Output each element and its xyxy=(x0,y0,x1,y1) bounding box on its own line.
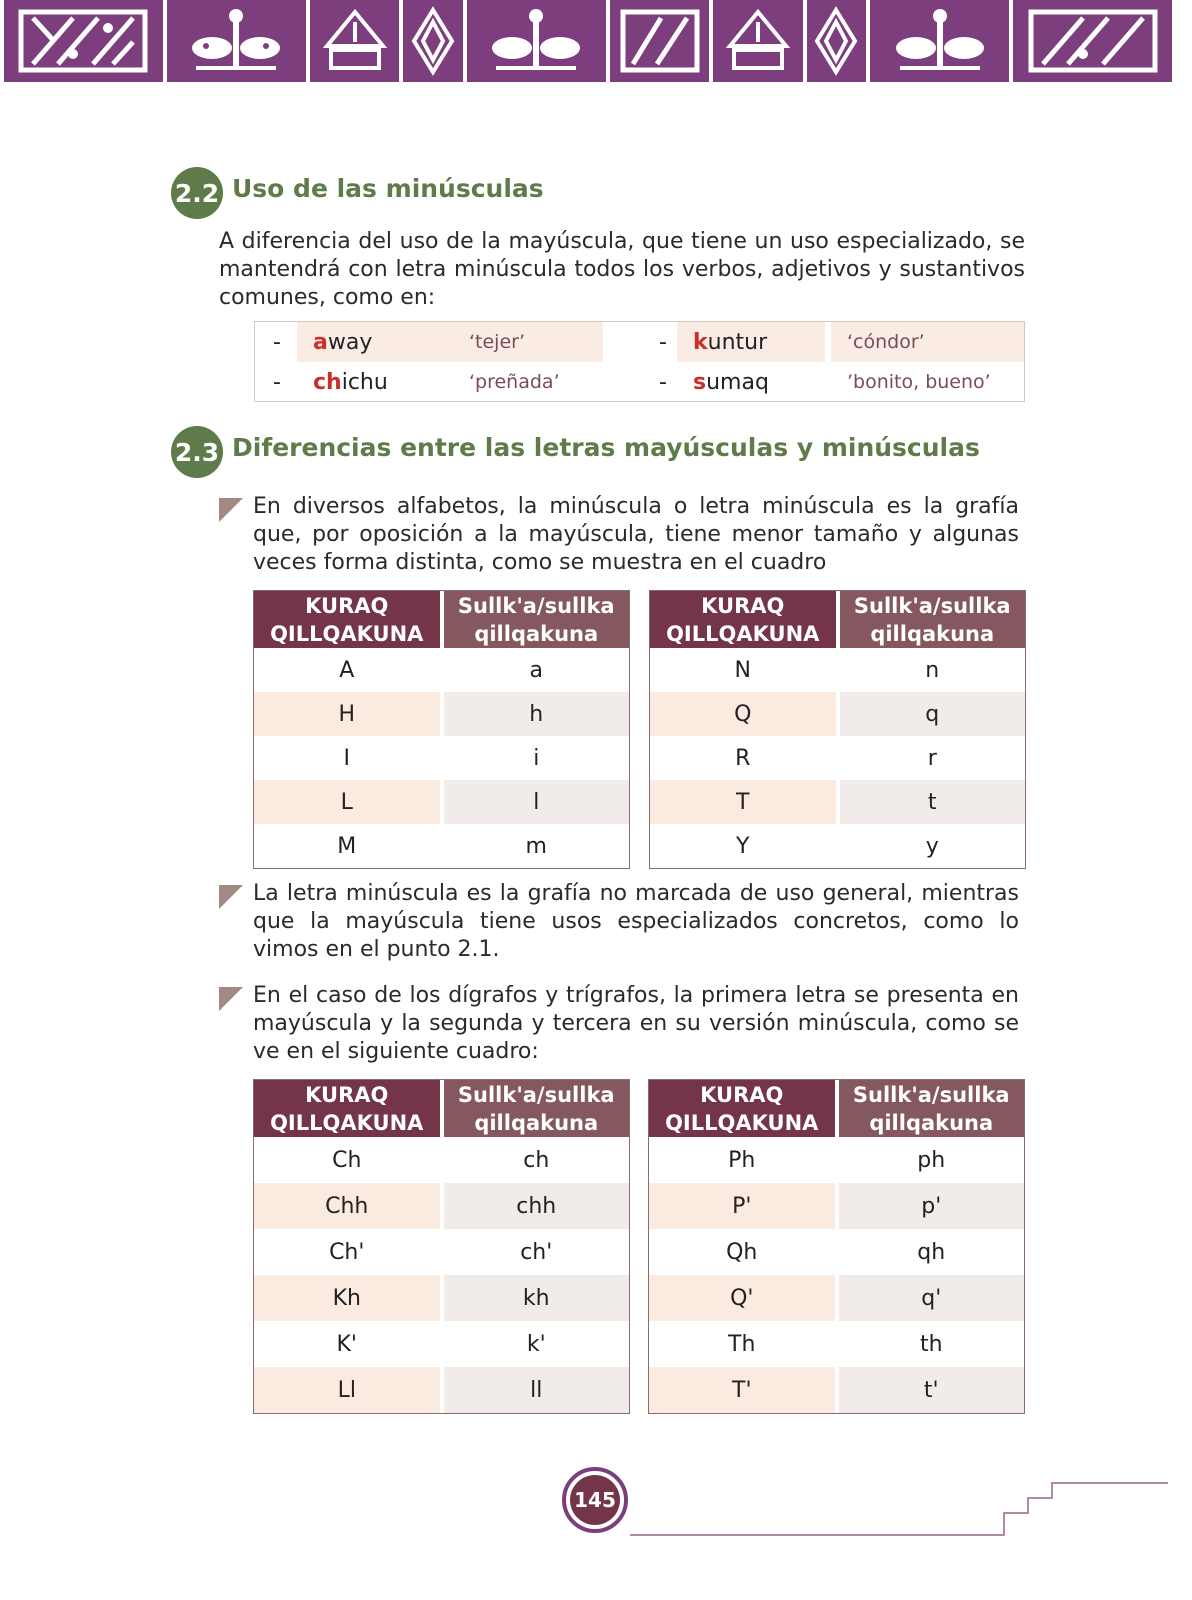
section-title: Diferencias entre las letras mayúsculas y minúsculas xyxy=(232,433,980,462)
lowercase-cell: i xyxy=(533,745,540,771)
table-row xyxy=(650,824,1025,868)
lowercase-cell: kh xyxy=(444,1275,630,1321)
bullet-paragraph: En diversos alfabetos, la minúscula o letra minúscula es la grafía que, por oposición a la mayúscula, tiene menor tamaño y algunas veces forma distinta, como se muestra en el cuadro xyxy=(253,494,1019,575)
table-row xyxy=(254,736,629,780)
uppercase-cell: Ph xyxy=(649,1137,839,1183)
letters-table xyxy=(253,590,630,869)
uppercase-cell: K' xyxy=(254,1321,444,1367)
lowercase-cell: r xyxy=(927,745,937,771)
column-header-lowercase: Sullk'a/sullka qillqakuna xyxy=(840,591,1026,648)
example-rest: untur xyxy=(707,329,768,355)
table-row xyxy=(254,1137,629,1183)
intro-paragraph: A diferencia del uso de la mayúscula, que tiene un uso especializado, se mantendrá con letra minúscula todos los verbos, adjetivos y sustantivos comunes, como en: xyxy=(219,229,1025,310)
uppercase-cell: Ch' xyxy=(254,1229,444,1275)
lowercase-cell: ll xyxy=(444,1367,630,1413)
example-gloss: ’bonito, bueno’ xyxy=(847,371,991,393)
lowercase-cell: y xyxy=(925,833,939,859)
uppercase-cell: Kh xyxy=(254,1275,444,1321)
triangle-bullet-icon xyxy=(219,498,243,522)
example-gloss: ‘tejer’ xyxy=(453,322,603,362)
example-word xyxy=(297,362,463,402)
lowercase-cell: ph xyxy=(917,1147,946,1173)
table-row xyxy=(650,736,1025,780)
lowercase-cell: k' xyxy=(526,1331,546,1357)
table-row xyxy=(650,648,1025,692)
digraphs-table xyxy=(253,1079,630,1414)
table-row xyxy=(649,1183,1024,1229)
uppercase-cell: H xyxy=(254,692,444,736)
table-row xyxy=(650,780,1025,824)
example-word xyxy=(677,322,825,362)
column-header-lowercase: Sullk'a/sullka qillqakuna xyxy=(839,1080,1025,1137)
table-row xyxy=(254,824,629,868)
table-row xyxy=(254,1229,629,1275)
page-number-badge xyxy=(562,1467,628,1533)
table-row xyxy=(649,1229,1024,1275)
column-header-uppercase: KURAQ QILLQAKUNA xyxy=(650,591,840,648)
table-row xyxy=(649,1321,1024,1367)
bird-motif-icon xyxy=(467,0,606,82)
example-rest: umaq xyxy=(706,369,769,395)
diamond-motif-icon xyxy=(807,0,867,82)
uppercase-cell: A xyxy=(254,648,444,692)
table-row xyxy=(254,692,629,736)
lowercase-cell: q xyxy=(840,692,1026,736)
example-initial: a xyxy=(313,329,328,355)
uppercase-cell: Qh xyxy=(649,1229,839,1275)
uppercase-cell: L xyxy=(254,780,444,824)
decorative-banner xyxy=(4,0,1172,82)
uppercase-cell: Q xyxy=(650,692,840,736)
lowercase-cell: ch' xyxy=(520,1239,553,1265)
lowercase-cell: chh xyxy=(444,1183,630,1229)
example-word xyxy=(677,362,825,402)
table-row xyxy=(254,780,629,824)
geometric-pattern-icon xyxy=(4,0,163,82)
example-dash: - xyxy=(273,369,281,395)
section-number-badge: 2.2 xyxy=(171,167,223,219)
table-row xyxy=(254,1275,629,1321)
example-dash: - xyxy=(273,329,281,355)
lowercase-cell: n xyxy=(925,657,940,683)
bullet-paragraph: La letra minúscula es la grafía no marcada de uso general, mientras que la mayúscula tiene usos especializados concretos, como lo vimos en el punto 2.1. xyxy=(253,881,1019,962)
example-rest: ichu xyxy=(341,369,388,395)
example-initial: k xyxy=(693,329,708,355)
lowercase-cell: t' xyxy=(839,1367,1025,1413)
example-initial: s xyxy=(693,369,707,395)
table-row xyxy=(650,692,1025,736)
uppercase-cell: Th xyxy=(649,1321,839,1367)
digraphs-table xyxy=(648,1079,1025,1414)
example-rest: way xyxy=(327,329,373,355)
temple-motif-icon xyxy=(713,0,802,82)
lowercase-cell: q' xyxy=(839,1275,1025,1321)
uppercase-cell: Ll xyxy=(254,1367,444,1413)
lowercase-cell: t xyxy=(840,780,1026,824)
column-header-uppercase: KURAQ QILLQAKUNA xyxy=(254,591,444,648)
example-gloss: ‘cóndor’ xyxy=(831,322,1024,362)
table-row xyxy=(649,1367,1024,1413)
temple-motif-icon xyxy=(310,0,399,82)
table-row xyxy=(649,1275,1024,1321)
uppercase-cell: Q' xyxy=(649,1275,839,1321)
table-row xyxy=(254,1321,629,1367)
uppercase-cell: T xyxy=(650,780,840,824)
example-gloss: ‘preñada’ xyxy=(469,371,560,393)
uppercase-cell: N xyxy=(650,648,840,692)
uppercase-cell: T' xyxy=(649,1367,839,1413)
triangle-bullet-icon xyxy=(219,987,243,1011)
lowercase-cell: p' xyxy=(839,1183,1025,1229)
column-header-uppercase: KURAQ QILLQAKUNA xyxy=(254,1080,444,1137)
table-row xyxy=(254,1183,629,1229)
example-initial: ch xyxy=(313,369,342,395)
uppercase-cell: Chh xyxy=(254,1183,444,1229)
geometric-pattern-icon xyxy=(610,0,709,82)
section-number-badge: 2.3 xyxy=(171,426,223,478)
table-row xyxy=(254,1367,629,1413)
letters-table xyxy=(649,590,1026,869)
column-header-uppercase: KURAQ QILLQAKUNA xyxy=(649,1080,839,1137)
lowercase-cell: m xyxy=(525,833,547,859)
uppercase-cell: P' xyxy=(649,1183,839,1229)
lowercase-cell: h xyxy=(444,692,630,736)
bird-motif-icon xyxy=(167,0,306,82)
geometric-pattern-icon xyxy=(1013,0,1172,82)
example-word xyxy=(297,322,463,362)
bird-motif-icon xyxy=(870,0,1009,82)
column-header-lowercase: Sullk'a/sullka qillqakuna xyxy=(444,1080,630,1137)
uppercase-cell: Ch xyxy=(254,1137,444,1183)
lowercase-cell: l xyxy=(444,780,630,824)
table-row xyxy=(254,648,629,692)
uppercase-cell: M xyxy=(254,824,444,868)
lowercase-cell: a xyxy=(529,657,543,683)
uppercase-cell: Y xyxy=(650,824,840,868)
examples-table xyxy=(254,321,1025,402)
bullet-paragraph: En el caso de los dígrafos y trígrafos, la primera letra se presenta en mayúscula y la segunda y tercera en su versión minúscula, como se ve en el siguiente cuadro: xyxy=(253,983,1019,1064)
lowercase-cell: ch xyxy=(523,1147,550,1173)
page-number: 145 xyxy=(570,1475,620,1525)
uppercase-cell: I xyxy=(254,736,444,780)
lowercase-cell: th xyxy=(919,1331,943,1357)
uppercase-cell: R xyxy=(650,736,840,780)
diamond-motif-icon xyxy=(403,0,463,82)
triangle-bullet-icon xyxy=(219,885,243,909)
lowercase-cell: qh xyxy=(917,1239,946,1265)
column-header-lowercase: Sullk'a/sullka qillqakuna xyxy=(444,591,630,648)
section-title: Uso de las minúsculas xyxy=(232,174,544,203)
table-row xyxy=(649,1137,1024,1183)
example-dash: - xyxy=(659,329,667,355)
example-dash: - xyxy=(659,369,667,395)
